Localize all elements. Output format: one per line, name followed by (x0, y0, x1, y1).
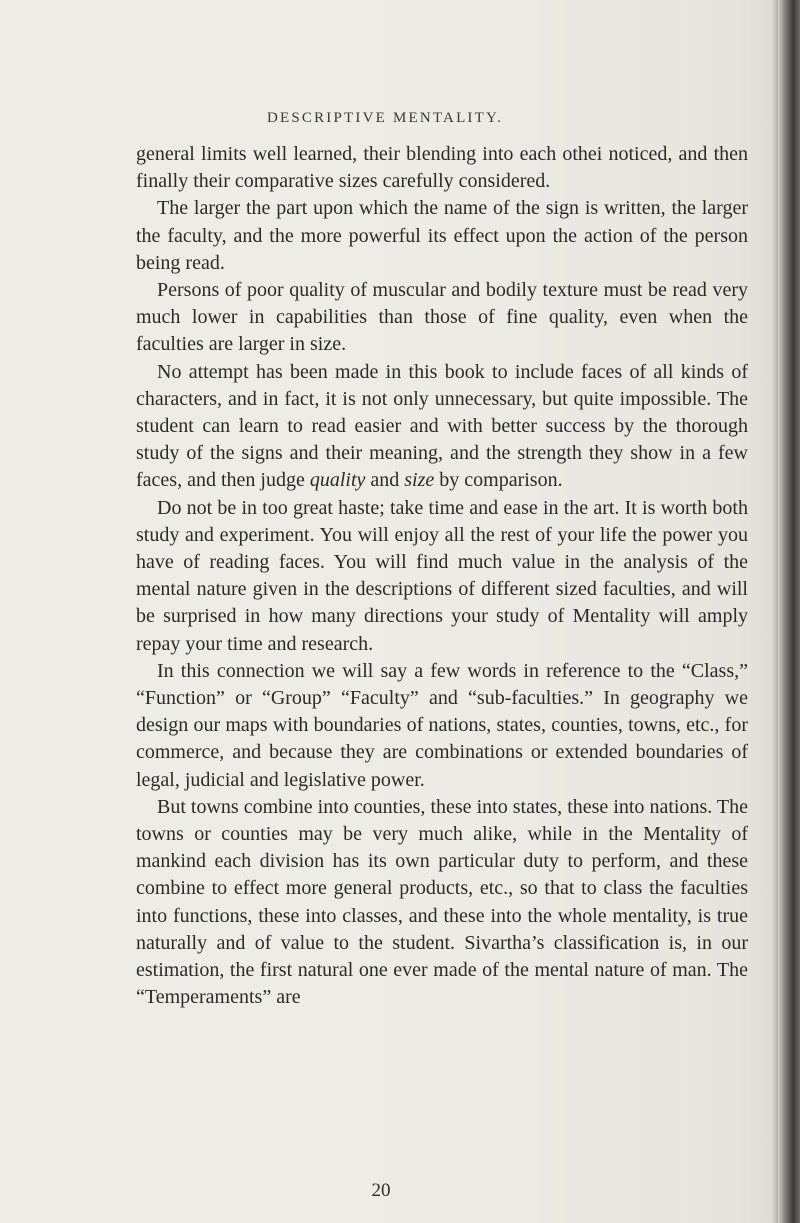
body-text (136, 141, 748, 1012)
italic-text: size (404, 469, 435, 492)
page-edge (778, 0, 800, 1223)
paragraph (136, 658, 748, 794)
paragraph-text: But towns combine into counties, these into states, these into nations. The towns or counties may be very much alike, while in the Mentality of mankind each division has its own particular duty to perform, and these combine to effect more general products, etc., so that to class the faculties into functions, these into classes, and these into the whole mentality, is true naturally and of value to the student. Sivartha’s classification is, in our estimation, the first natural one ever made of the mental nature of man. The “Temperaments” are (136, 795, 748, 1009)
paragraph-text: Persons of poor quality of muscular and bodily texture must be read very much lower in capabilities than those of fine quality, even when the faculties are larger in size. (136, 279, 748, 356)
paragraph-text: by comparison. (434, 469, 563, 492)
paragraph (136, 195, 748, 277)
paragraph (136, 794, 748, 1012)
paragraph (136, 141, 748, 195)
paragraph-text: and (365, 469, 405, 492)
page-number: 20 (371, 1180, 391, 1201)
paragraph-text: No attempt has been made in this book to include faces of all kinds of characters, and in fact, it is not only unnecessary, but quite impossible. The student can learn to read easier and with better success by the thorough study of the signs and their meaning, and the strength they show in a few faces, and then judge (136, 360, 748, 492)
paragraph-text: The larger the part upon which the name of the sign is written, the larger the faculty, and the more powerful its effect upon the action of the person being read. (136, 197, 748, 274)
paragraph (136, 495, 748, 658)
running-head: DESCRIPTIVE MENTALITY. (266, 110, 504, 126)
paragraph (136, 359, 748, 495)
paragraph-text: general limits well learned, their blending into each othei noticed, and then finally their comparative sizes carefully considered. (136, 143, 748, 193)
italic-text: quality (309, 469, 366, 492)
paragraph-text: In this connection we will say a few words in reference to the “Class,” “Function” or “Group” “Faculty” and “sub-faculties.” In geography we design our maps with boundaries of nations, states, counties, towns, etc., for commerce, and because they are combinations or extended boundaries of legal, judicial and legislative power. (136, 659, 748, 791)
paragraph (136, 277, 748, 359)
paragraph-text: Do not be in too great haste; take time and ease in the art. It is worth both study and experiment. You will enjoy all the rest of your life the power you have of reading faces. You will find much value in the analysis of the mental nature given in the descriptions of different sized faculties, and will be surprised in how many directions your study of Mentality will amply repay your time and research. (136, 496, 748, 655)
